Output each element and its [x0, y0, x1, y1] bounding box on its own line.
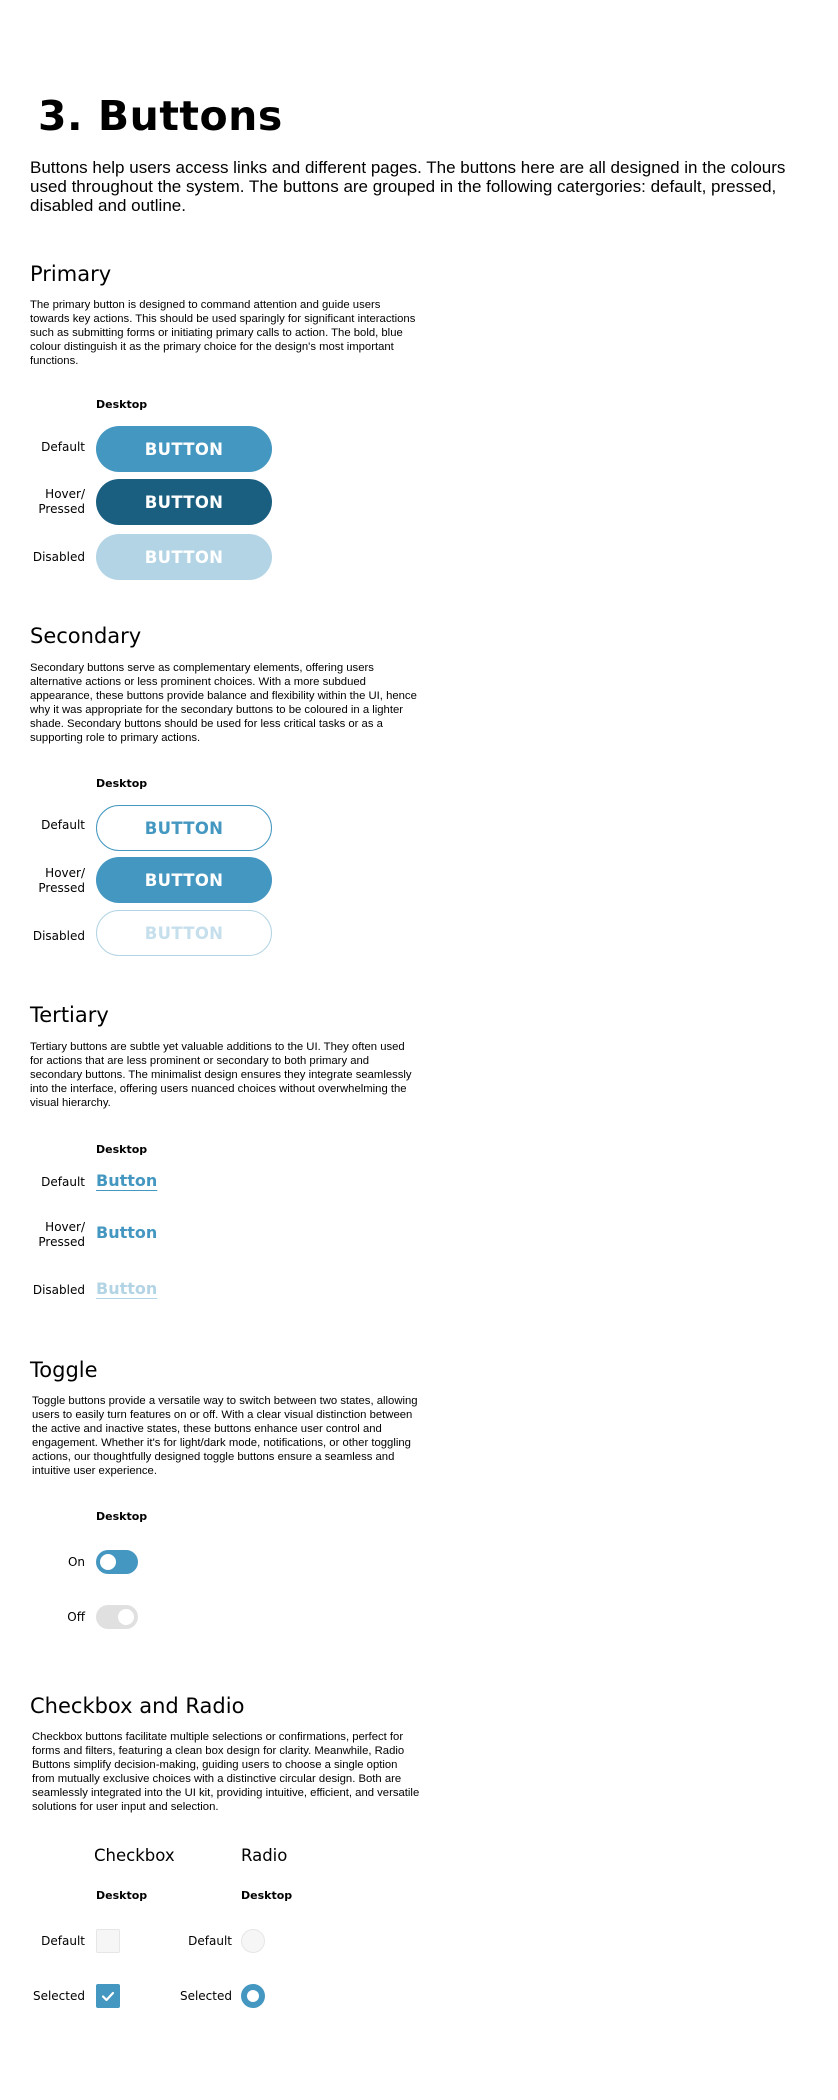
toggle-off-switch[interactable]: [96, 1605, 138, 1629]
toggle-section-title: Toggle: [30, 1358, 98, 1382]
secondary-hover-button[interactable]: BUTTON: [96, 857, 272, 903]
page-title: 3. Buttons: [38, 92, 283, 140]
checkmark-icon: [96, 1984, 120, 2008]
checkbox-selected[interactable]: [96, 1984, 120, 2008]
radio-default-label: Default: [188, 1934, 232, 1948]
toggle-on-switch[interactable]: [96, 1550, 138, 1574]
radio-default[interactable]: [241, 1929, 265, 1953]
tertiary-description: Tertiary buttons are subtle yet valuable additions to the UI. They often used for actions that are less prominent or secondary to both primary and secondary buttons. The minimalist design ensures they integrate seamlessly into the interface, offering users nuanced choices without overwhelming the visual hierarchy.: [30, 1041, 412, 1109]
checkbox-column-title: Checkbox: [94, 1846, 175, 1865]
radio-column-title: Radio: [241, 1846, 288, 1865]
toggle-knob: [118, 1609, 134, 1625]
tertiary-default-label: Default: [41, 1175, 85, 1189]
primary-default-button[interactable]: BUTTON: [96, 426, 272, 472]
toggle-off-label: Off: [67, 1610, 85, 1624]
secondary-disabled-button: BUTTON: [96, 910, 272, 956]
primary-hover-label: Hover/ Pressed: [38, 487, 85, 516]
radio-selected-label: Selected: [179, 1989, 232, 2003]
secondary-default-button[interactable]: BUTTON: [96, 805, 272, 851]
tertiary-hover-label: Hover/ Pressed: [38, 1220, 85, 1249]
secondary-hover-label: Hover/ Pressed: [38, 866, 85, 895]
primary-hover-button[interactable]: BUTTON: [96, 479, 272, 525]
tertiary-default-button[interactable]: Button: [96, 1171, 158, 1190]
tertiary-disabled-label: Disabled: [32, 1283, 85, 1297]
primary-section-title: Primary: [30, 262, 112, 286]
radio-device-label: Desktop: [241, 1889, 293, 1902]
primary-description: The primary button is designed to command attention and guide users towards key actions. This should be used sparingly for significant interactions such as submitting forms or initiating primary calls to action. The bold, blue colour distinguish it as the primary choice for the design's most important functions.: [30, 299, 416, 367]
primary-disabled-label: Disabled: [32, 550, 85, 564]
toggle-knob: [100, 1554, 116, 1570]
checkbox-selected-label: Selected: [32, 1989, 85, 2003]
secondary-default-label: Default: [41, 818, 85, 832]
tertiary-section-title: Tertiary: [30, 1003, 109, 1027]
tertiary-disabled-button: Button: [96, 1279, 158, 1298]
checkbox-default-label: Default: [41, 1934, 85, 1948]
secondary-description: Secondary buttons serve as complementary elements, offering users alternative actions or less prominent choices. With a more subdued appearance, these buttons provide balance and flexibility within the UI, hence why it was appropriate for the secondary buttons to be coloured in a lighter shade. Secondary buttons should be used for less critical tasks or as a supporting role to primary actions.: [30, 662, 417, 744]
page-intro: Buttons help users access links and different pages. The buttons here are all designed in the colours used throughout the system. The buttons are grouped in the following catergories: default, pressed, disabled and outline.: [30, 158, 786, 215]
checkbox-device-label: Desktop: [96, 1889, 148, 1902]
checkbox-radio-section-title: Checkbox and Radio: [30, 1694, 245, 1718]
radio-selected[interactable]: [241, 1984, 265, 2008]
primary-default-label: Default: [41, 440, 85, 454]
checkbox-default[interactable]: [96, 1929, 120, 1953]
toggle-device-label: Desktop: [96, 1510, 148, 1523]
secondary-device-label: Desktop: [96, 777, 148, 790]
secondary-section-title: Secondary: [30, 624, 142, 648]
secondary-disabled-label: Disabled: [32, 929, 85, 943]
tertiary-device-label: Desktop: [96, 1143, 148, 1156]
primary-disabled-button: BUTTON: [96, 534, 272, 580]
toggle-on-label: On: [67, 1555, 85, 1569]
toggle-description: Toggle buttons provide a versatile way to switch between two states, allowing users to easily turn features on or off. With a clear visual distinction between the active and inactive states, these buttons enhance user control and engagement. Whether it's for light/dark mode, notifications, or other toggling actions, our thoughtfully designed toggle buttons ensure a seamless and intuitive user experience.: [32, 1395, 418, 1477]
checkbox-radio-description: Checkbox buttons facilitate multiple selections or confirmations, perfect for forms and filters, featuring a clean box design for clarity. Meanwhile, Radio Buttons simplify decision-making, guiding users to choose a single option from mutually exclusive choices with a distinctive circular design. Both are seamlessly integrated into the UI kit, providing intuitive, efficient, and versatile solutions for user input and selection.: [32, 1731, 420, 1813]
primary-device-label: Desktop: [96, 398, 148, 411]
tertiary-hover-button[interactable]: Button: [96, 1223, 158, 1242]
radio-dot-icon: [247, 1990, 259, 2002]
